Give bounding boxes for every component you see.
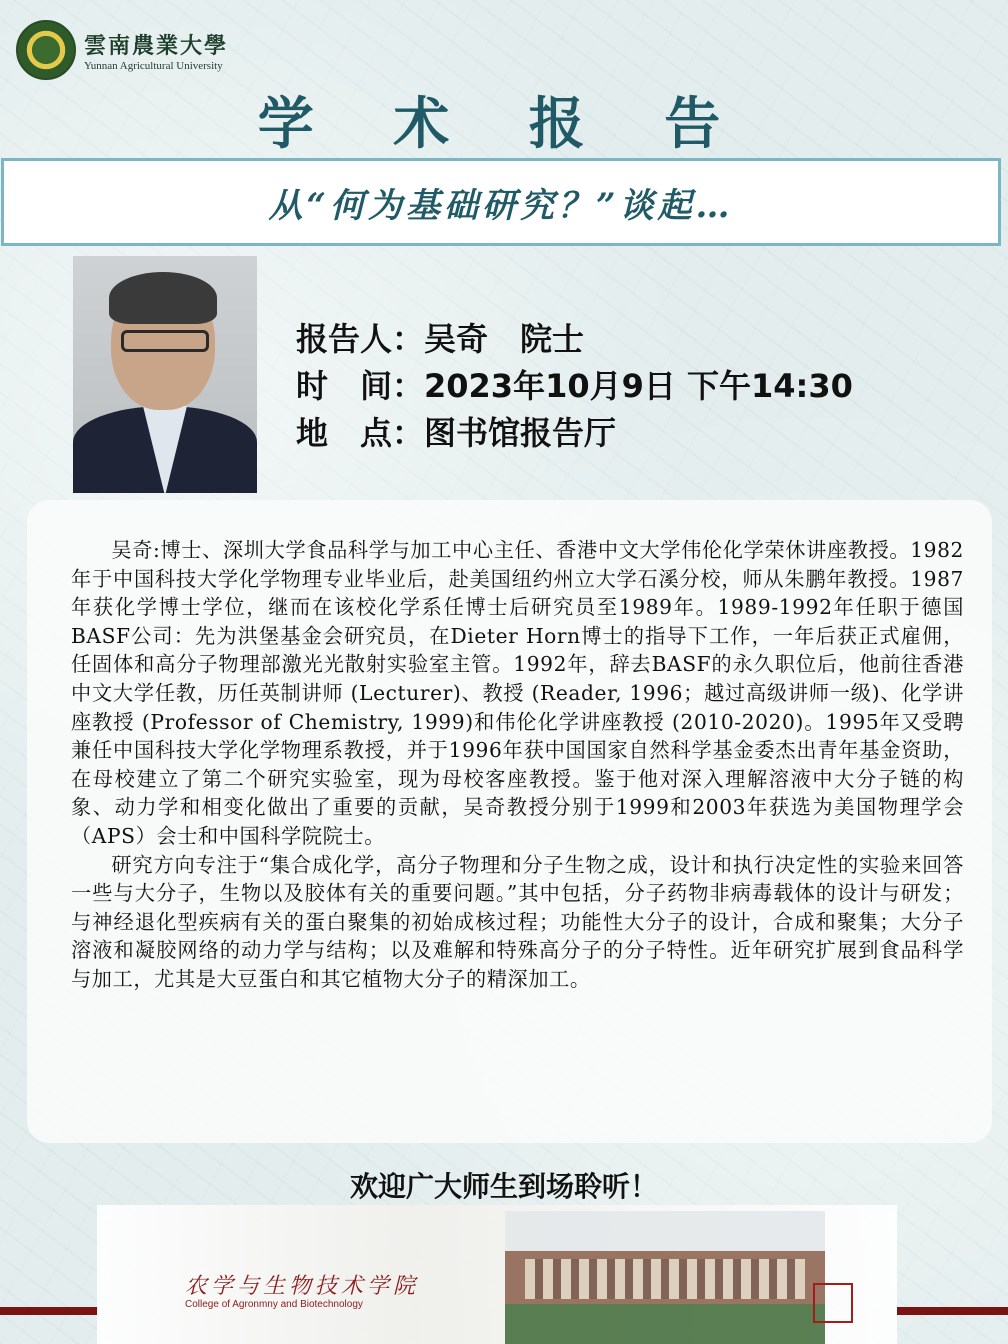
speaker-photo: [73, 256, 257, 493]
university-logo: [16, 20, 228, 80]
location-line: 地 点：图书馆报告厅: [296, 414, 617, 452]
welcome-message: 欢迎广大师生到场聆听！: [349, 1170, 658, 1203]
bio-paragraph-1: 吴奇:博士、深圳大学食品科学与加工中心主任、香港中文大学伟伦化学荣休讲座教授。1982年于中国科技大学化学物理专业毕业后，赴美国纽约州立大学石溪分校，师从朱鹏年教授。1987年获化学博士学位，继而在该校化学系任博士后研究员至1989年。1989-1992年任职于德国BASF公司：先为洪堡基金会研究员，在Dieter Horn博士的指导下工作，一年后获正式雇佣，任固体和高分子物理部激光光散射实验室主管。1992年，辞去BASF的永久职位后，他前往香港中文大学任教，历任英制讲师 (Lecturer)、教授 (Reader, 1996；越过高级讲师一级)、化学讲座教授 (Professor of Chemistry, 1999)和伟伦化学讲座教授 (2010-2020)。1995年又受聘兼任中国科技大学化学物理系教授，并于1996年获中国国家自然科学基金委杰出青年基金资助，在母校建立了第二个研究实验室，现为母校客座教授。鉴于他对深入理解溶液中大分子链的构象、动力学和相变化做出了重要的贡献，吴奇教授分别于1999和2003年获选为美国物理学会（APS）会士和中国科学院院士。: [71, 538, 964, 848]
university-name-cn: 雲南農業大學: [84, 32, 229, 59]
decorative-bar-left: [0, 1307, 98, 1315]
speaker-bio-card: [27, 500, 992, 1143]
campus-building-image: [505, 1211, 825, 1344]
report-topic: 从“何为基础研究？”谈起…: [268, 185, 734, 226]
speaker-line: 报告人：吴奇 院士: [296, 320, 585, 358]
event-info: [296, 316, 853, 457]
footer-banner: [97, 1205, 897, 1344]
time-line: 时 间：2023年10月9日 下午14:30: [296, 367, 853, 405]
university-emblem-icon: [16, 20, 76, 80]
subtitle-box: [1, 158, 1001, 246]
bio-paragraph-2: 研究方向专注于“集合成化学，高分子物理和分子生物之成，设计和执行决定性的实验来回答一些与大分子，生物以及胶体有关的重要问题。”其中包括，分子药物非病毒载体的设计与研发；与神经退化型疾病有关的蛋白聚集的初始成核过程；功能性大分子的设计，合成和聚集；大分子溶液和凝胶网络的动力学与结构；以及难解和特殊高分子的分子特性。近年研究扩展到食品科学与加工，尤其是大豆蛋白和其它植物大分子的精深加工。: [71, 852, 964, 991]
university-name-en: Yunnan Agricultural University: [84, 59, 223, 72]
seal-stamp-icon: [813, 1283, 853, 1323]
decorative-bar-right: [897, 1307, 1008, 1315]
page-title: 学 术 报 告: [257, 92, 751, 157]
college-name-en: College of Agronmny and Biotechnology: [185, 1299, 363, 1310]
college-name-cn: 农学与生物技术学院: [185, 1274, 420, 1299]
